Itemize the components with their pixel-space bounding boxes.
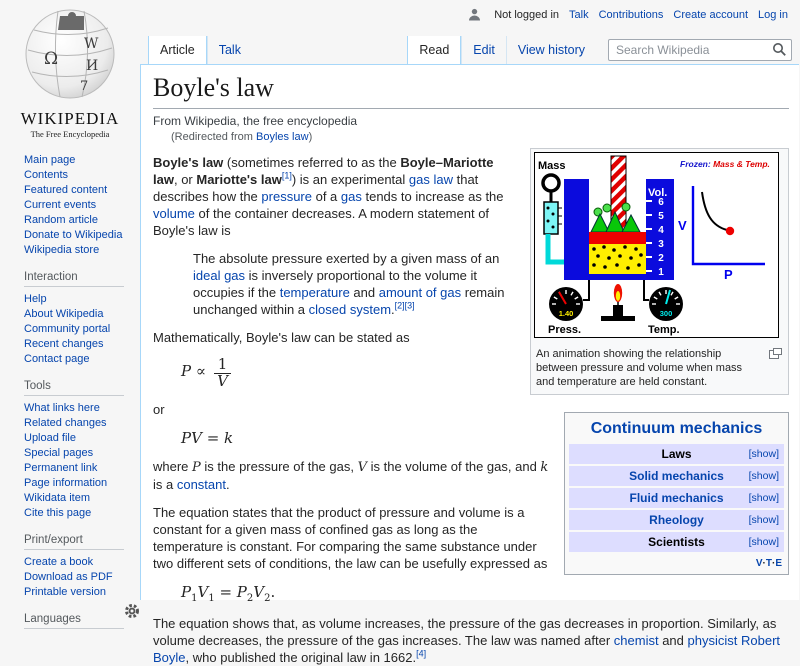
- gear-icon[interactable]: [124, 603, 140, 619]
- frozen-label: Frozen: Mass & Temp.: [680, 159, 770, 169]
- sidebar-item-create-a-book[interactable]: Create a book: [24, 556, 94, 568]
- sidebar-nav: [0, 139, 140, 629]
- boyles-law-animation-image[interactable]: [534, 152, 779, 338]
- definition-blockquote: The absolute pressure exerted by a given mass of an ideal gas is inversely proportional to the volume it occupies if the temperature and amount of gas remain unchanged within a closed system.[2][3]: [193, 251, 505, 317]
- where-line: where P is the pressure of the gas, V is the volume of the gas, and k is a constant.: [153, 458, 549, 492]
- math-lead-text: Mathematically, Boyle's law can be stated as: [153, 330, 410, 345]
- sidebar-item-related-changes[interactable]: Related changes: [24, 417, 107, 429]
- formula-pv-k: PV = k: [181, 428, 234, 447]
- tab-edit[interactable]: Edit: [461, 36, 506, 64]
- sidebar-item-page-information[interactable]: Page information: [24, 477, 108, 489]
- sidebar-item-printable-version[interactable]: Printable version: [24, 586, 106, 598]
- sidebar: [0, 0, 140, 625]
- mass-label: Mass: [538, 160, 566, 172]
- show-link-solid-mechanics[interactable]: [show]: [748, 470, 779, 482]
- sidebar-heading-tools: Tools: [24, 380, 124, 396]
- sidebar-item-contents[interactable]: Contents: [24, 169, 69, 181]
- sidebar-item-donate[interactable]: Donate to Wikipedia: [24, 229, 123, 241]
- personal-link-contributions[interactable]: Contributions: [598, 8, 664, 21]
- infobox-row-rheology: [569, 510, 784, 530]
- press-label: Press.: [548, 324, 582, 336]
- infobox-link-rheology[interactable]: Rheology: [649, 513, 704, 527]
- logo-wordmark: WIKIPEDIA: [20, 109, 120, 128]
- sidebar-heading-languages: Languages: [24, 613, 124, 629]
- svg-text:5: 5: [658, 211, 664, 222]
- tab-read[interactable]: Read: [407, 36, 461, 64]
- search-icon[interactable]: [772, 42, 787, 57]
- sidebar-item-main-page[interactable]: Main page: [24, 154, 76, 166]
- p-axis-label: P: [724, 267, 733, 282]
- sidebar-item-help[interactable]: Help: [24, 293, 47, 305]
- or-text: or: [153, 401, 165, 417]
- closing-paragraph: The equation shows that, as volume increases, the pressure of the gas decreases in proportion. Similarly, as volume decreases, the pressure of the gas increases. The law was named after chemist and physicist Robert Boyle, who published the original law in 1662.[4]: [153, 615, 781, 665]
- formula-p1v1-p2v2: $P_1V_1 = P_2V_2$.: [181, 582, 276, 604]
- wikipedia-logo[interactable]: [0, 0, 140, 139]
- tab-view-history[interactable]: View history: [506, 36, 596, 64]
- sidebar-group-languages: [24, 613, 134, 629]
- user-icon: [468, 8, 481, 21]
- animation-thumbnail[interactable]: [530, 148, 789, 395]
- sidebar-item-community-portal[interactable]: Community portal: [24, 323, 111, 335]
- redirect-note: (Redirected from Boyles law): [171, 131, 313, 143]
- pressure-value: 1.40: [558, 309, 574, 318]
- view-tabs: [407, 36, 792, 64]
- sidebar-item-store[interactable]: Wikipedia store: [24, 244, 100, 256]
- sidebar-item-contact[interactable]: Contact page: [24, 353, 90, 365]
- sidebar-item-random-article[interactable]: Random article: [24, 214, 98, 226]
- sidebar-group-navigation: [24, 153, 134, 258]
- page-title: Boyle's law: [153, 71, 789, 109]
- show-link-laws[interactable]: [show]: [748, 448, 779, 460]
- temp-label: Temp.: [648, 324, 680, 336]
- wikipedia-globe-icon: [22, 6, 118, 102]
- temperature-value: 300: [659, 309, 673, 318]
- svg-text:2: 2: [658, 253, 664, 264]
- personal-link-talk[interactable]: Talk: [569, 8, 589, 21]
- svg-text:W: W: [84, 36, 99, 52]
- search-input[interactable]: [614, 41, 768, 59]
- sidebar-item-featured-content[interactable]: Featured content: [24, 184, 108, 196]
- pressure-gauge: [549, 287, 583, 321]
- infobox-label-laws: Laws: [661, 447, 692, 461]
- infobox-row-solid-mechanics: [569, 466, 784, 486]
- svg-text:1: 1: [658, 267, 664, 278]
- tab-row: [140, 36, 800, 64]
- sidebar-item-cite-this-page[interactable]: Cite this page: [24, 507, 92, 519]
- content-column: [140, 0, 800, 665]
- equation-paragraph: The equation states that the product of pressure and volume is a constant for a given mass of confined gas as long as the temperature is constant. For comparing the same substance under two different sets of conditions, the law can be usefully expressed as: [153, 504, 548, 571]
- continuum-mechanics-infobox: [564, 412, 789, 575]
- namespace-tabs: [148, 36, 252, 64]
- sidebar-group-tools: [24, 380, 134, 521]
- sidebar-item-recent-changes[interactable]: Recent changes: [24, 338, 104, 350]
- personal-bar: [468, 8, 788, 21]
- svg-text:7: 7: [80, 79, 89, 94]
- infobox-row-fluid-mechanics: [569, 488, 784, 508]
- user-status: Not logged in: [494, 8, 560, 21]
- search-box: [608, 39, 792, 61]
- article-body: [140, 64, 799, 665]
- sidebar-item-about[interactable]: About Wikipedia: [24, 308, 104, 320]
- sidebar-group-interaction: [24, 271, 134, 367]
- sidebar-item-current-events[interactable]: Current events: [24, 199, 97, 211]
- infobox-vte: V·T·E: [755, 558, 782, 569]
- intro-paragraph: Boyle's law (sometimes referred to as the Boyle–Mariotte law, or Mariotte's law[1]) is an experimental gas law that describes how the pressure of a gas tends to increase as the volume of the container decreases. A modern statement of Boyle's law is: [153, 155, 504, 238]
- show-link-scientists[interactable]: [show]: [748, 536, 779, 548]
- svg-text:6: 6: [658, 197, 664, 208]
- infobox-link-fluid-mechanics[interactable]: Fluid mechanics: [629, 491, 724, 505]
- logo-tagline: The Free Encyclopedia: [30, 129, 110, 139]
- vte-edit-link[interactable]: E: [775, 558, 782, 569]
- sidebar-item-what-links-here[interactable]: What links here: [24, 402, 100, 414]
- enlarge-icon[interactable]: [769, 348, 782, 359]
- sidebar-item-special-pages[interactable]: Special pages: [24, 447, 94, 459]
- personal-link-log-in[interactable]: Log in: [758, 8, 788, 21]
- sidebar-item-permanent-link[interactable]: Permanent link: [24, 462, 98, 474]
- personal-link-create-account[interactable]: Create account: [673, 8, 749, 21]
- sidebar-heading-interaction: Interaction: [24, 271, 124, 287]
- sidebar-heading-print-export: Print/export: [24, 534, 124, 550]
- sidebar-item-wikidata-item[interactable]: Wikidata item: [24, 492, 91, 504]
- sidebar-group-print-export: [24, 534, 134, 600]
- tab-article[interactable]: Article: [148, 36, 207, 64]
- v-axis-label: V: [678, 218, 687, 233]
- pv-curve-point: [726, 227, 734, 235]
- svg-text:3: 3: [658, 239, 664, 250]
- infobox-row-laws: [569, 444, 784, 464]
- vte-view-link[interactable]: V: [755, 558, 763, 569]
- sidebar-item-download-as-pdf[interactable]: Download as PDF: [24, 571, 113, 583]
- show-link-rheology[interactable]: [show]: [748, 514, 779, 526]
- infobox-link-solid-mechanics[interactable]: Solid mechanics: [629, 469, 724, 483]
- thumbnail-caption: An animation showing the relationship between pressure and volume when mass and temperature are held constant.: [534, 343, 785, 391]
- infobox-label-scientists: Scientists: [648, 535, 705, 549]
- formula-p-inverse-v: P ∝ $\frac{1}{V}$: [181, 357, 789, 390]
- svg-text:4: 4: [658, 225, 664, 236]
- sidebar-item-upload-file[interactable]: Upload file: [24, 432, 76, 444]
- vol-label: Vol.: [648, 187, 668, 199]
- tab-talk[interactable]: Talk: [207, 36, 252, 64]
- site-subtitle: From Wikipedia, the free encyclopedia: [153, 114, 358, 128]
- infobox-row-scientists: [569, 532, 784, 552]
- svg-text:И: И: [86, 58, 99, 74]
- temperature-gauge: [649, 287, 683, 321]
- infobox-title[interactable]: Continuum mechanics: [590, 420, 763, 437]
- svg-text:Ω: Ω: [44, 49, 59, 69]
- vte-talk-link[interactable]: T: [765, 558, 772, 569]
- show-link-fluid-mechanics[interactable]: [show]: [748, 492, 779, 504]
